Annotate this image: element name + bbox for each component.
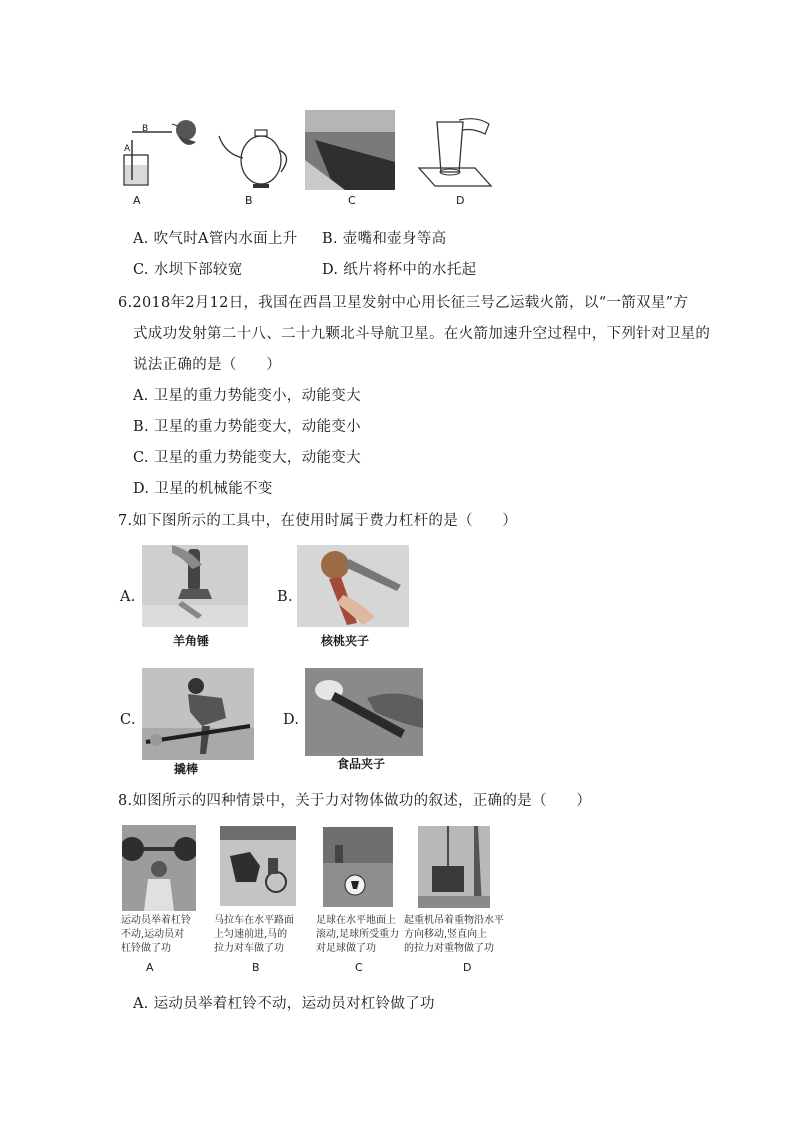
q5-fig-letter-b: B [245, 194, 253, 207]
q5-fig-letter-d: D [456, 194, 465, 207]
q8-caption-d-line3: 的拉力对重物做了功 [404, 943, 494, 954]
crowbar-photo [142, 668, 254, 760]
q5-figure-c [305, 110, 395, 190]
teapot-illustration [215, 118, 295, 190]
q8-letter-d: D [463, 961, 472, 974]
q8-stem: 8.如图所示的四种情景中，关于力对物体做功的叙述，正确的是（ ） [118, 793, 592, 809]
q7-letter-c: C. [120, 712, 136, 728]
q8-caption-c-line1: 足球在水平地面上 [316, 915, 396, 926]
q7-caption-a: 羊角锤 [173, 634, 210, 648]
q8-photo-d [418, 826, 490, 908]
apparatus-label-b: B [142, 124, 149, 134]
q6-option-c: C. 卫星的重力势能变大，动能变大 [133, 450, 361, 466]
q7-photo-d [305, 668, 423, 756]
q8-caption-c-line2: 滚动,足球所受重力 [316, 929, 400, 940]
q7-letter-a: A. [120, 589, 136, 605]
q8-caption-d-line1: 起重机吊着重物沿水平 [404, 915, 504, 926]
q8-caption-a-line3: 杠铃做了功 [121, 943, 171, 954]
q8-photo-a [122, 825, 196, 911]
q8-caption-a-line2: 不动,运动员对 [121, 929, 185, 940]
q7-letter-d: D. [283, 712, 300, 728]
q6-option-a: A. 卫星的重力势能变小，动能变大 [133, 388, 361, 404]
q8-caption-d [404, 914, 504, 956]
q6-stem-line1: 6.2018年2月12日，我国在西昌卫星发射中心用长征三号乙运载火箭，以“一箭双星”方 [118, 295, 689, 311]
q8-caption-a [121, 914, 191, 956]
q5-fig-letter-c: C [348, 194, 356, 207]
q5-option-a: A. 吹气时A管内水面上升 [133, 231, 298, 247]
food-tongs-photo [305, 668, 423, 756]
q5-option-c: C. 水坝下部较宽 [133, 262, 243, 278]
q8-caption-b-line2: 上匀速前进,马的 [214, 929, 288, 940]
q7-caption-d: 食品夹子 [337, 757, 386, 771]
q7-photo-c [142, 668, 254, 760]
q7-photo-a [142, 545, 248, 627]
q8-caption-b-line3: 拉力对车做了功 [214, 943, 284, 954]
q8-photo-b [220, 826, 296, 906]
soccer-ball-photo [323, 827, 393, 907]
q8-letter-c: C [355, 961, 363, 974]
q6-option-b: B. 卫星的重力势能变大，动能变小 [133, 419, 361, 435]
q6-option-d: D. 卫星的机械能不变 [133, 481, 273, 497]
q8-caption-c [316, 914, 399, 956]
q5-figure-a [120, 110, 202, 190]
q5-figure-d [415, 112, 495, 192]
q8-caption-b-line1: 马拉车在水平路面 [214, 915, 294, 926]
blowing-apparatus-illustration [120, 110, 202, 190]
q7-letter-b: B. [277, 589, 293, 605]
q5-option-b: B. 壶嘴和壶身等高 [322, 231, 447, 247]
q7-caption-b: 核桃夹子 [321, 634, 370, 648]
q8-letter-a: A [146, 961, 154, 974]
horse-cart-photo [220, 826, 296, 906]
q7-photo-b [297, 545, 409, 627]
q7-caption-c: 撬棒 [174, 762, 199, 776]
cup-and-paper-illustration [415, 112, 495, 192]
q8-option-a: A. 运动员举着杠铃不动，运动员对杠铃做了功 [133, 996, 435, 1012]
q8-caption-c-line3: 对足球做了功 [316, 943, 376, 954]
crane-photo [418, 826, 490, 908]
apparatus-label-a: A [124, 144, 131, 154]
q8-caption-b [214, 914, 294, 956]
weightlifter-photo [122, 825, 196, 911]
q8-caption-a-line1: 运动员举着杠铃 [121, 915, 191, 926]
q5-figure-b [215, 118, 295, 190]
dam-photo [305, 110, 395, 190]
q8-caption-d-line2: 方向移动,竖直向上 [404, 929, 488, 940]
q8-photo-c [323, 827, 393, 907]
nutcracker-photo [297, 545, 409, 627]
q5-fig-letter-a: A [133, 194, 141, 207]
q8-letter-b: B [252, 961, 260, 974]
q7-stem: 7.如下图所示的工具中，在使用时属于费力杠杆的是（ ） [118, 513, 518, 529]
q6-stem-line3: 说法正确的是（ ） [133, 357, 281, 373]
claw-hammer-photo [142, 545, 248, 627]
q5-option-d: D. 纸片将杯中的水托起 [322, 262, 477, 278]
q6-stem-line2: 式成功发射第二十八、二十九颗北斗导航卫星。在火箭加速升空过程中，下列针对卫星的 [133, 326, 711, 342]
